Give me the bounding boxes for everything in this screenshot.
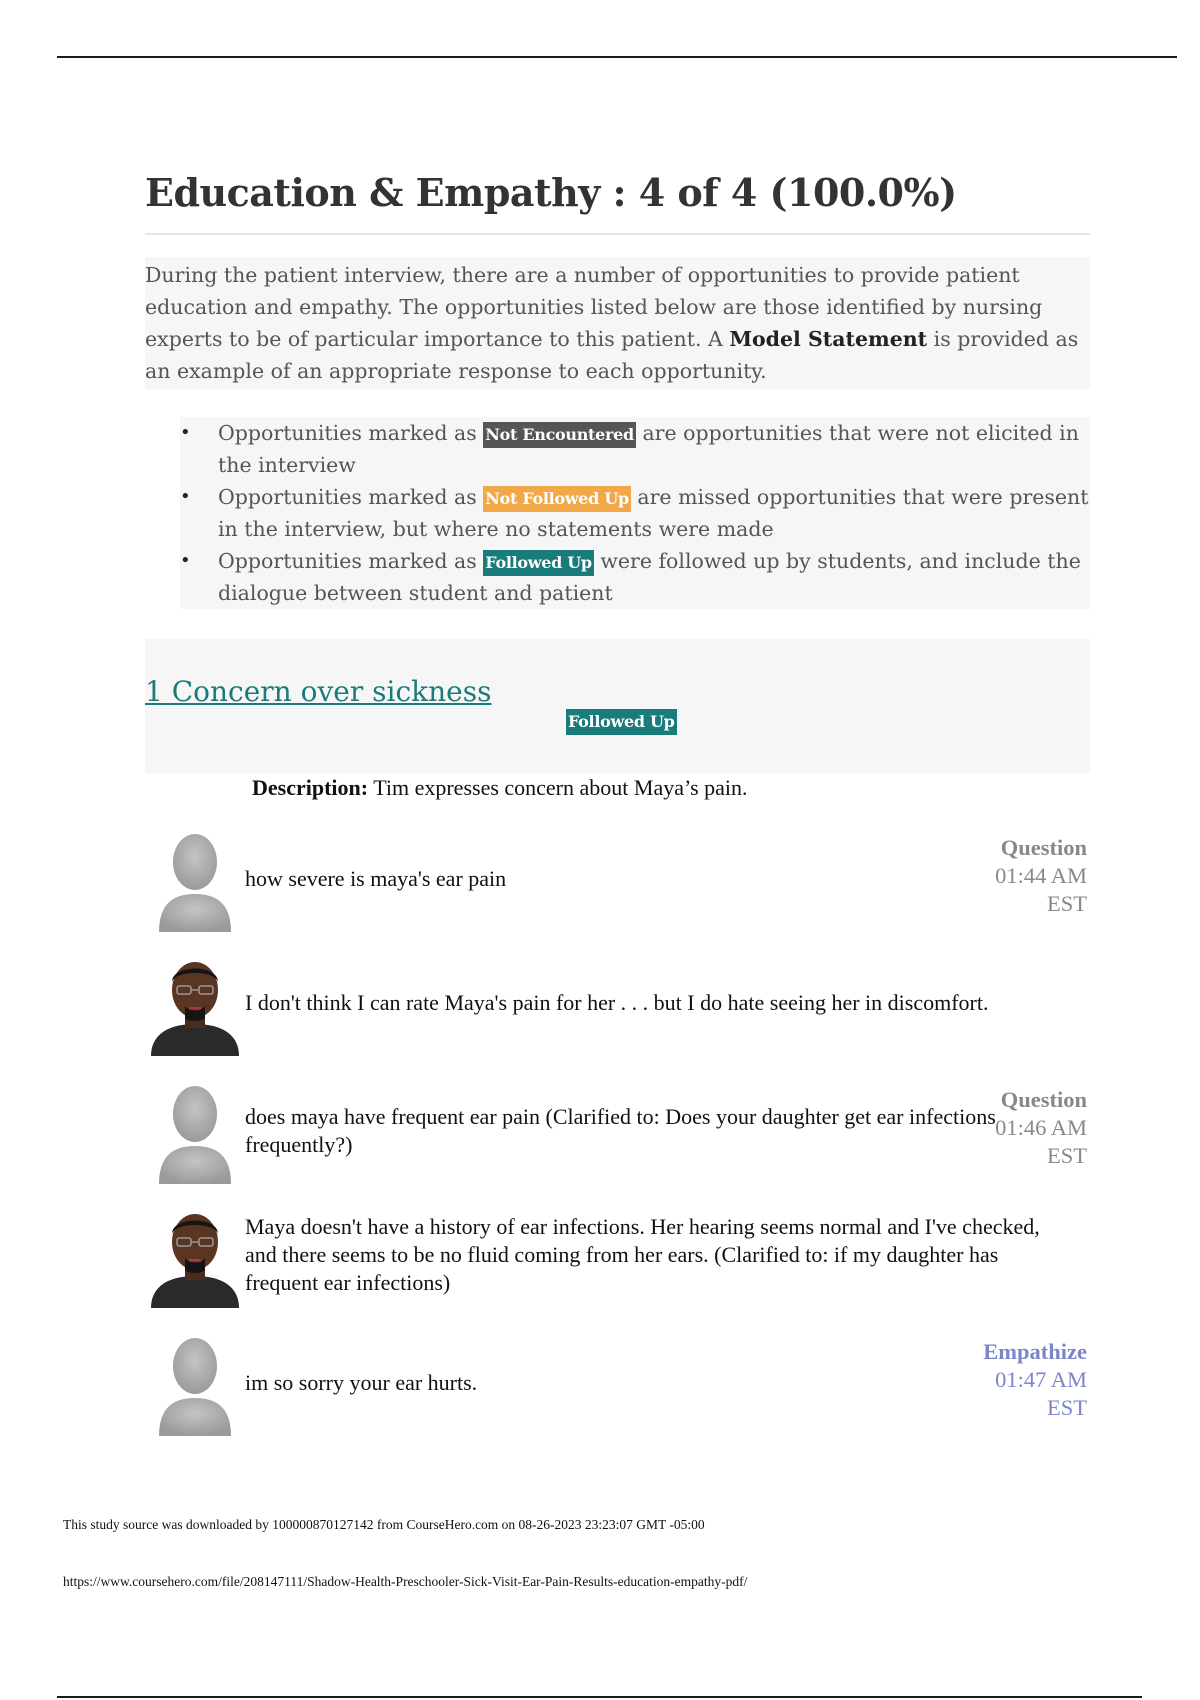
intro-model-statement: Model Statement [729, 327, 928, 351]
legend-suffix: were followed up by students, and include the dialogue between student and patient [218, 549, 1081, 605]
description-label: Description: [252, 775, 369, 800]
dialogue-row [145, 948, 1090, 1058]
legend-suffix: are opportunities that were not elicited in the interview [218, 421, 1079, 477]
patient-avatar-icon [145, 1200, 245, 1308]
opportunity-header [145, 639, 1090, 773]
dialogue-message: I don't think I can rate Maya's pain for her . . . but I do hate seeing her in discomfort. [245, 990, 989, 1015]
dialogue-time: 01:46 AM [995, 1115, 1087, 1140]
patient-avatar-icon [145, 948, 245, 1056]
dialogue-message: does maya have frequent ear pain (Clarified to: Does your daughter get ear infections frequently?) [245, 1104, 996, 1157]
student-avatar-icon [145, 824, 245, 932]
dialogue-time: 01:47 AM [995, 1367, 1087, 1392]
dialogue-time: 01:44 AM [995, 863, 1087, 888]
dialogue-meta [995, 1086, 1087, 1170]
top-rule [57, 56, 1177, 58]
intro-text-end: is provided as an example of an appropriate response to each opportunity. [145, 327, 1079, 383]
intro-text-start: During the patient interview, there are a number of opportunities to provide patient education and empathy. The opportunities listed below are those identified by nursing experts to be of particular importance to this patient. A [145, 263, 1043, 351]
dialogue-kind: Question [1000, 835, 1087, 860]
page-title: Education & Empathy : 4 of 4 (100.0%) [145, 170, 1090, 235]
dialogue-row [145, 1076, 1090, 1186]
dialogue-meta [983, 1338, 1087, 1422]
description-text: Tim expresses concern about Maya’s pain. [368, 775, 748, 800]
legend-suffix: are missed opportunities that were present in the interview, but where no statements were made [218, 485, 1089, 541]
legend-prefix: Opportunities marked as [218, 485, 484, 509]
dialogue-row [145, 824, 1090, 934]
student-avatar-icon [145, 1328, 245, 1436]
intro-paragraph [145, 257, 1090, 389]
legend-item-not-encountered [180, 417, 1090, 481]
legend-prefix: Opportunities marked as [218, 421, 484, 445]
download-note: This study source was downloaded by 100000870127142 from CourseHero.com on 08-26-2023 23:23:07 GMT -05:00 [63, 1517, 705, 1532]
legend-item-followed-up [180, 545, 1090, 609]
dialogue-meta [995, 834, 1087, 918]
opportunity-status-badge: Followed Up [566, 709, 677, 735]
followed-up-badge: Followed Up [483, 550, 594, 576]
not-encountered-badge: Not Encountered [483, 422, 636, 448]
dialogue-timezone: EST [1046, 1395, 1087, 1420]
student-avatar-icon [145, 1076, 245, 1184]
dialogue-message: im so sorry your ear hurts. [245, 1370, 478, 1395]
opportunity-title-link[interactable]: 1 Concern over sickness [145, 675, 492, 708]
dialogue-kind: Empathize [983, 1339, 1087, 1364]
legend-prefix: Opportunities marked as [218, 549, 484, 573]
dialogue-timezone: EST [1046, 891, 1087, 916]
status-legend [180, 417, 1090, 609]
dialogue-row [145, 1328, 1090, 1438]
dialogue-row [145, 1200, 1090, 1310]
dialogue-message: Maya doesn't have a history of ear infections. Her hearing seems normal and I've checked, and there seems to be no fluid coming from her ears. (Clarified to: if my daughter has frequent ear infections) [245, 1214, 1040, 1295]
bottom-rule [57, 1696, 1142, 1698]
not-followed-up-badge: Not Followed Up [483, 486, 631, 512]
report-content [145, 170, 1090, 773]
dialogue-message: how severe is maya's ear pain [245, 866, 507, 891]
dialogue-kind: Question [1000, 1087, 1087, 1112]
source-url[interactable]: https://www.coursehero.com/file/208147111/Shadow-Health-Preschooler-Sick-Visit-Ear-Pain-Results-education-empathy-pdf/ [63, 1574, 748, 1589]
dialogue-timezone: EST [1046, 1143, 1087, 1168]
opportunity-description [252, 775, 748, 801]
legend-item-not-followed-up [180, 481, 1090, 545]
